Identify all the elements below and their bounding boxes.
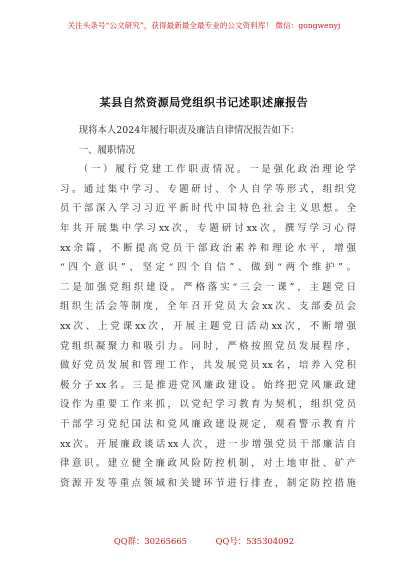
body-line: 做好党员发展和管理工作，共发展党员xx名，培养入党积 [60,360,356,372]
header-notice: 关注头条号“公文研究”，获得最新最全最专业的公文资料库！ 微信：gongwenyj [67,21,341,30]
body-line: 党组织凝聚力和吸引力。同时，严格按照党员发展程序， [60,340,356,352]
body-line: 二是加强党组织建设。严格落实“三会一课”，主题党日 [60,281,356,293]
body-line: xx次、上党课xx次，开展主题党日活动xx次，不断增强 [60,320,356,332]
footer-contact [0,535,408,547]
document-title: 某县自然资源局党组织书记述职述廉报告 [99,96,309,109]
body-line: 年共开展集中学习xx次，专题研讨xx次，撰写学习心得 [60,222,356,234]
body-line: 极分子xx名。三是推进党风廉政建设。始终把党风廉政建 [60,379,356,391]
body-line: “四个意识”、坚定“四个自信”、做到“两个维护”。 [60,262,356,274]
document-body [60,121,356,493]
body-line: 现将本人2024年履行职责及廉洁自律情况报告如下： [78,125,300,136]
body-line: 员干部深入学习习近平新时代中国特色社会主义思想。全 [60,203,356,215]
body-line: 律意识。建立健全廉政风险防控机制，对土地审批、矿产 [60,458,356,470]
footer-qq-number: QQ号：535304092 [215,536,295,546]
body-line: 习。通过集中学习、专题研讨、个人自学等形式，组织党 [60,183,356,195]
section-heading: 一、履职情况 [78,144,136,156]
body-line: xx余篇，不断提高党员干部政治素养和理论水平，增强 [60,242,356,254]
body-line: （一）履行党建工作职责情况。一是强化政治理论学 [78,164,356,176]
body-line: 干部学习党纪国法和党风廉政建设规定，观看警示教育片 [60,418,356,430]
footer-qq-group: QQ群：30265665 [113,536,187,546]
body-line: xx次。开展廉政谈话xx人次，进一步增强党员干部廉洁自 [60,438,356,450]
body-line: 设作为重要工作来抓，以党纪学习教育为契机，组织党员 [60,399,356,411]
body-line: 组织生活会等制度，全年召开党员大会xx次、支部委员会 [60,301,356,313]
body-line: 资源开发等重点领域和关键环节进行排查，制定防控措施 [60,477,356,489]
